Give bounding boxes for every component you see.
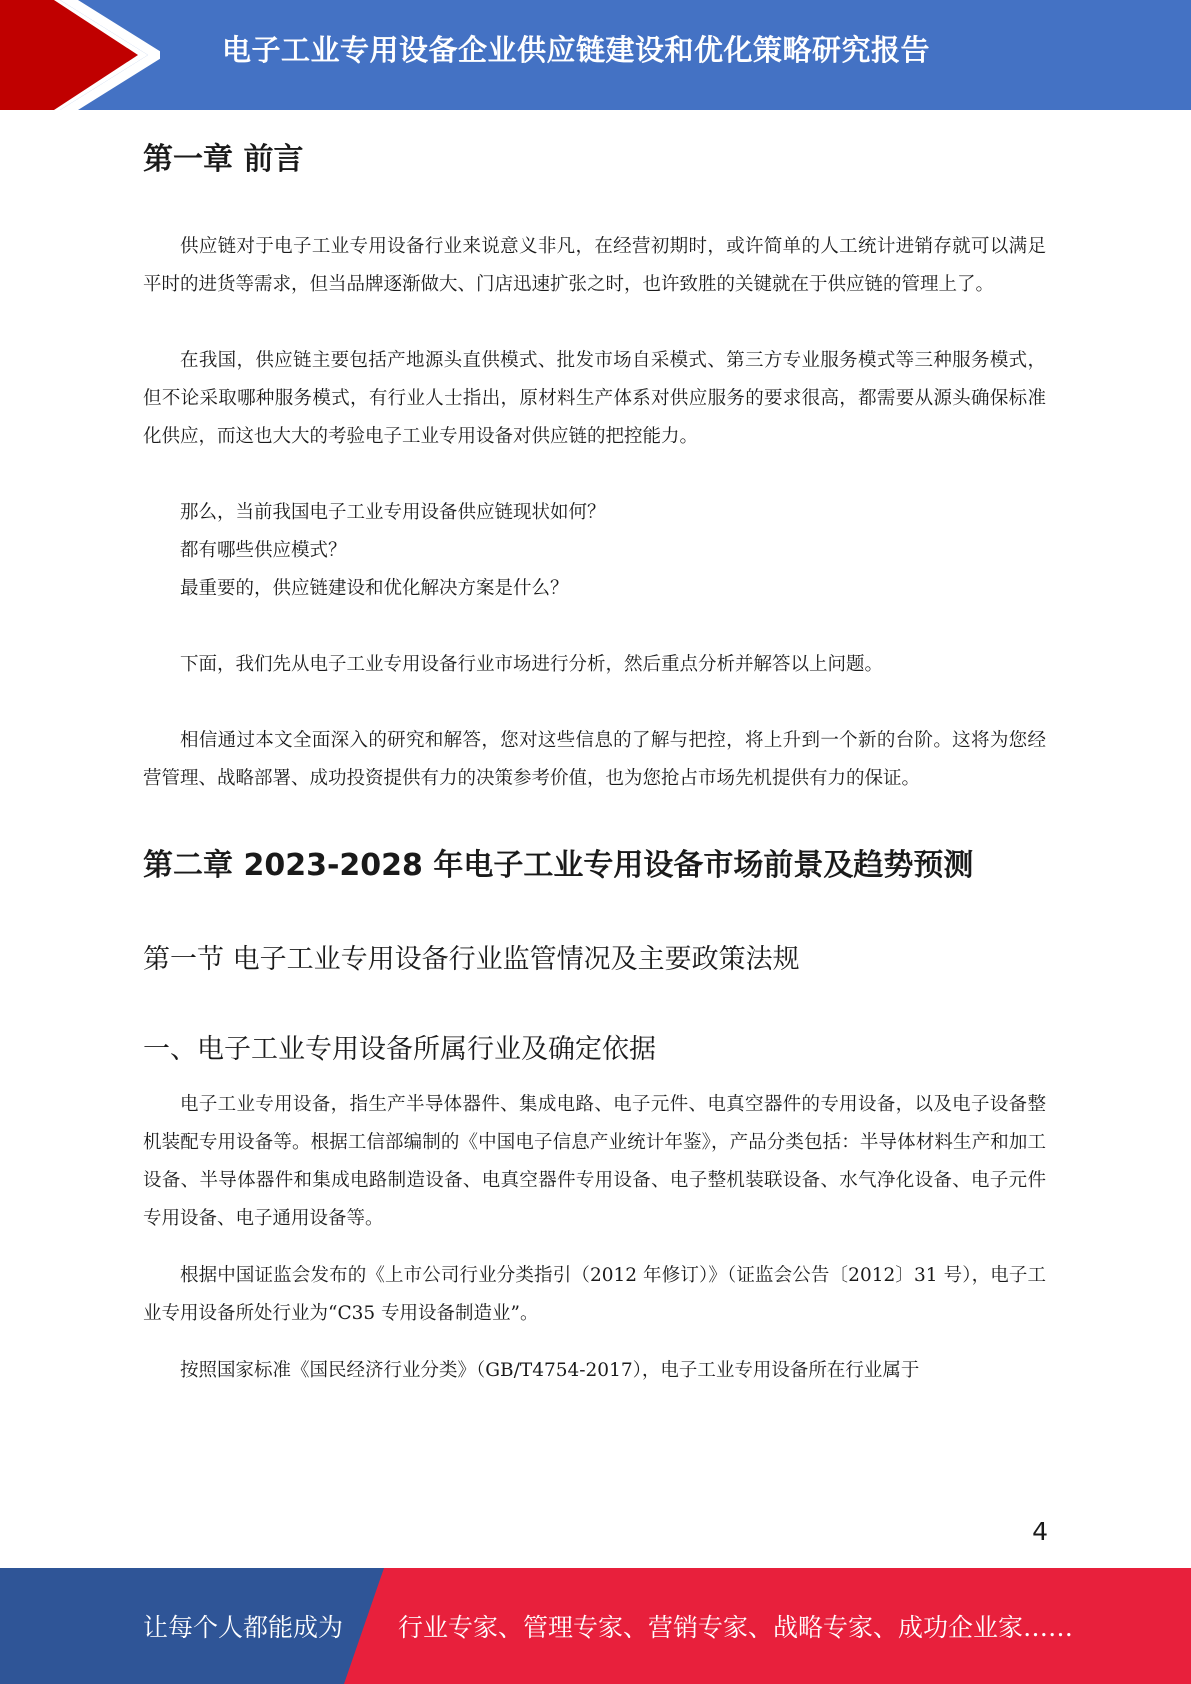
footer-slogan-left: 让每个人都能成为 <box>143 1613 344 1642</box>
question-line: 那么，当前我国电子工业专用设备供应链现状如何？ <box>180 502 606 523</box>
chapter-1-paragraph: 在我国，供应链主要包括产地源头直供模式、批发市场自采模式、第三方专业服务模式等三种服务模式，但不论采取哪种服务模式，有行业人士指出，原材料生产体系对供应服务的要求很高，都需要从源头确保标准化供应，而这也大大的考验电子工业专用设备对供应链的把控能力。 <box>143 350 1046 447</box>
page-number: 4 <box>1032 1517 1048 1546</box>
chapter-2-paragraph: 电子工业专用设备，指生产半导体器件、集成电路、电子元件、电真空器件的专用设备，以及电子设备整机装配专用设备等。根据工信部编制的《中国电子信息产业统计年鉴》，产品分类包括：半导体材料生产和加工设备、半导体器件和集成电路制造设备、电真空器件专用设备、电子整机装联设备、水气净化设备、电子元件专用设备、电子通用设备等。 <box>143 1094 1046 1229</box>
chapter-1-paragraph: 相信通过本文全面深入的研究和解答，您对这些信息的了解与把控，将上升到一个新的台阶。这将为您经营管理、战略部署、成功投资提供有力的决策参考价值，也为您抢占市场先机提供有力的保证。 <box>143 730 1046 789</box>
header-banner <box>0 0 1191 110</box>
subsection-heading: 一、电子工业专用设备所属行业及确定依据 <box>143 1034 656 1065</box>
question-line: 都有哪些供应模式？ <box>180 540 347 561</box>
section-heading: 第一节 电子工业专用设备行业监管情况及主要政策法规 <box>143 944 800 975</box>
footer-slogan-right: 行业专家、管理专家、营销专家、战略专家、成功企业家…… <box>398 1613 1074 1642</box>
document-body <box>143 130 1046 1390</box>
chapter-2-heading: 第二章 2023-2028 年电子工业专用设备市场前景及趋势预测 <box>143 848 974 883</box>
header-chevron-decoration <box>0 0 160 110</box>
chapter-2-paragraph: 按照国家标准《国民经济行业分类》（GB/T4754-2017），电子工业专用设备所在行业属于 <box>180 1360 920 1381</box>
chapter-1-paragraph: 供应链对于电子工业专用设备行业来说意义非凡，在经营初期时，或许简单的人工统计进销存就可以满足平时的进货等需求，但当品牌逐渐做大、门店迅速扩张之时，也许致胜的关键就在于供应链的管理上了。 <box>143 236 1046 295</box>
chapter-1-heading: 第一章 前言 <box>143 142 304 177</box>
footer-banner <box>0 1568 1191 1684</box>
chapter-2-paragraph: 根据中国证监会发布的《上市公司行业分类指引（2012 年修订）》（证监会公告〔2012〕31 号），电子工业专用设备所处行业为“C35 专用设备制造业”。 <box>143 1265 1046 1324</box>
report-title: 电子工业专用设备企业供应链建设和优化策略研究报告 <box>222 33 931 67</box>
chapter-1-paragraph: 下面，我们先从电子工业专用设备行业市场进行分析，然后重点分析并解答以上问题。 <box>180 654 884 675</box>
question-line: 最重要的，供应链建设和优化解决方案是什么？ <box>180 578 569 599</box>
